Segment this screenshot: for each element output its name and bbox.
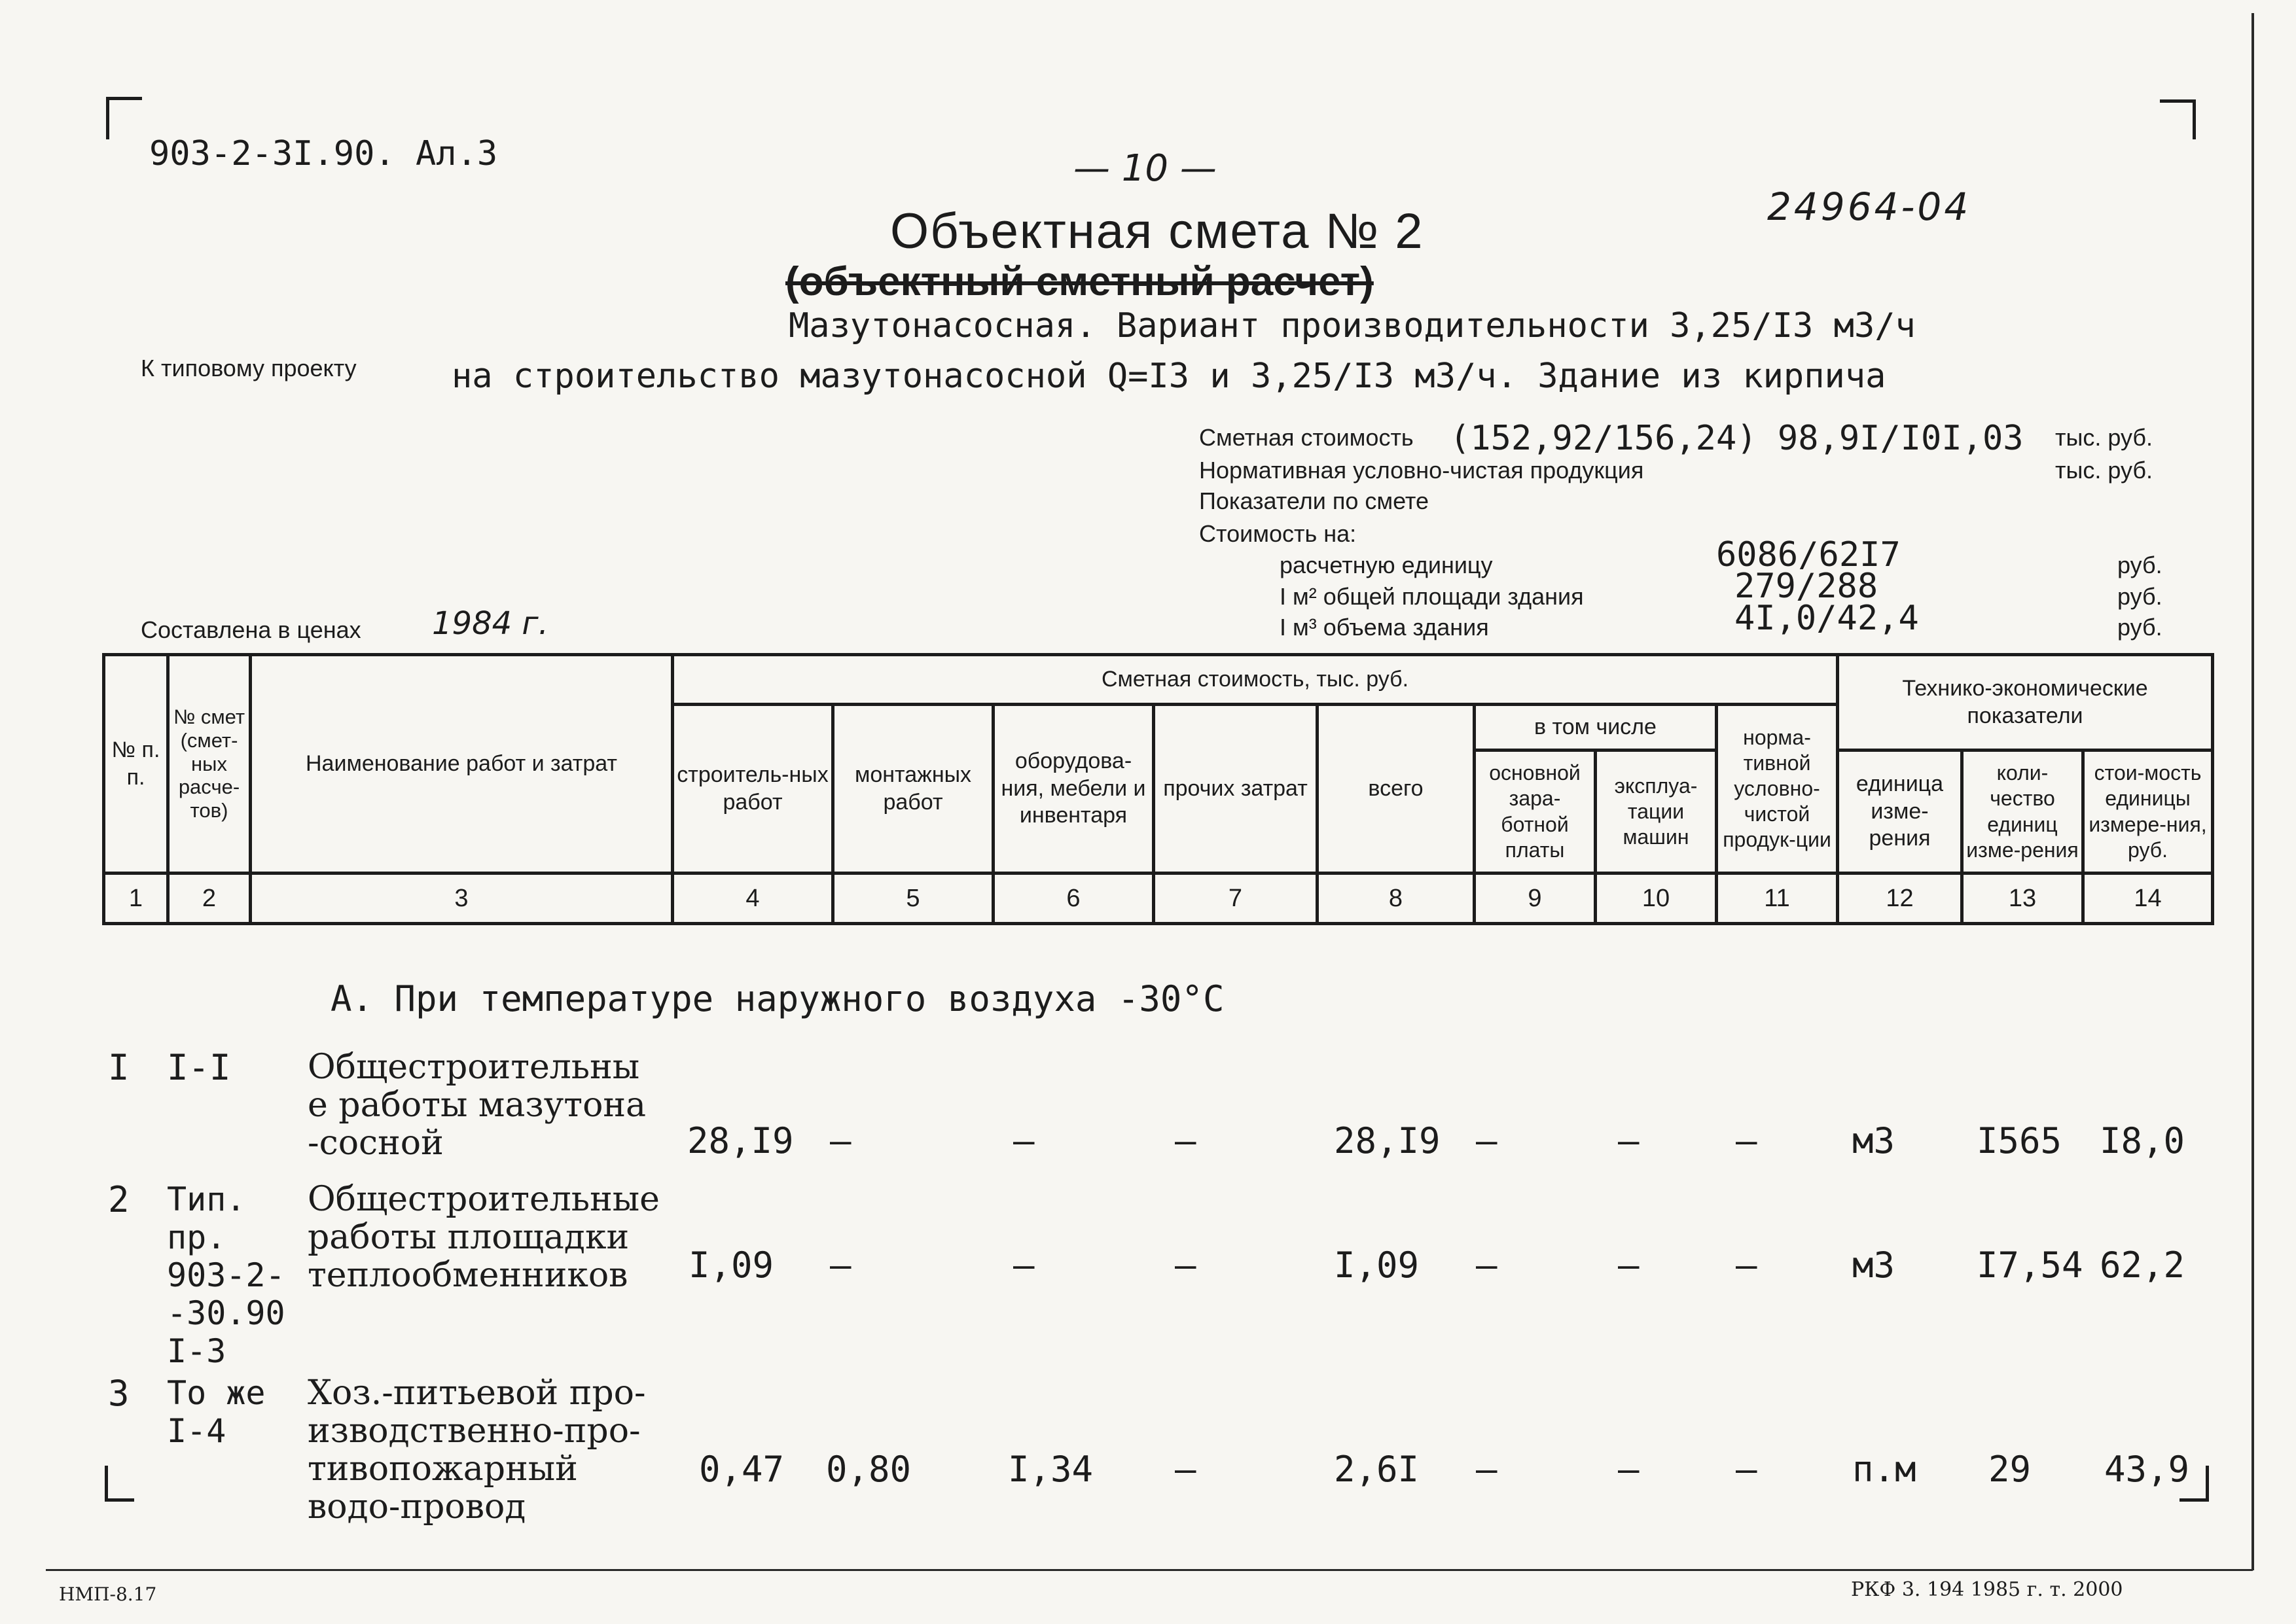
row-mount: – xyxy=(830,1244,852,1286)
header-num: 5 xyxy=(833,874,994,924)
row-num: I xyxy=(108,1047,130,1088)
row-num: 2 xyxy=(108,1179,130,1220)
header-group-tech: Технико-экономические показатели xyxy=(1838,655,2213,750)
row-name: Хоз.-питьевой про-изводственно-про-тивопожарный водо-провод xyxy=(308,1373,646,1527)
per-m3-value: 4I,0/42,4 xyxy=(1734,599,1919,638)
header-col-8: всего xyxy=(1318,705,1475,874)
header-group-cost: Сметная стоимость, тыс. руб. xyxy=(673,655,1838,705)
project-label: К типовому проекту xyxy=(141,355,357,381)
prices-label: Составлена в ценах xyxy=(141,616,361,643)
header-num: 2 xyxy=(168,874,251,924)
row-total: I,09 xyxy=(1334,1244,1420,1286)
row-other: – xyxy=(1175,1244,1196,1286)
cost-unit: тыс. руб. xyxy=(2055,424,2153,451)
row-qty: I565 xyxy=(1977,1120,2062,1161)
row-unit: м3 xyxy=(1852,1120,1895,1161)
header-col-11: норма-тивной условно-чистой продук-ции xyxy=(1717,705,1838,874)
indicators-label: Показатели по смете xyxy=(1199,487,1429,514)
corner-mark-top-left xyxy=(106,97,142,139)
row-norm: – xyxy=(1736,1244,1757,1286)
header-col-9: основной зара-ботной платы xyxy=(1475,750,1596,874)
production-label: Нормативная условно-чистая продукция xyxy=(1199,457,1644,484)
cost-per-label: Стоимость на: xyxy=(1199,520,1357,547)
row-qty: 29 xyxy=(1988,1449,2032,1490)
row-smeta: Тип. пр. 903-2- -30.90 I-3 xyxy=(167,1180,285,1370)
row-build: I,09 xyxy=(689,1244,774,1286)
document-code: 903-2-3I.90. Ал.3 xyxy=(149,134,498,173)
header-col-13: коли-чество единиц изме-рения xyxy=(1962,750,2083,874)
project-text: на строительство мазутонасосной Q=I3 и 3,25/I3 м3/ч. Здание из кирпича xyxy=(452,357,1886,396)
row-machines: – xyxy=(1618,1120,1640,1161)
header-col-2: № смет (смет-ных расче-тов) xyxy=(168,655,251,874)
section-title: А. При температуре наружного воздуха -30°С xyxy=(331,978,1225,1019)
row-equip: I,34 xyxy=(1008,1449,1094,1490)
header-num: 1 xyxy=(104,874,168,924)
row-build: 0,47 xyxy=(699,1449,785,1490)
row-norm: – xyxy=(1736,1120,1757,1161)
footer-left: НМП-8.17 xyxy=(59,1583,157,1605)
prices-year: 1984 г. xyxy=(432,605,548,642)
estimate-subtitle: Мазутонасосная. Вариант производительности 3,25/I3 м3/ч xyxy=(789,306,1916,345)
page-bottom-line xyxy=(46,1569,2253,1571)
corner-mark-bottom-left xyxy=(105,1466,134,1502)
header-num: 10 xyxy=(1596,874,1717,924)
header-num: 6 xyxy=(994,874,1154,924)
footer-right: РКФ 3. 194 1985 г. т. 2000 xyxy=(1851,1578,2123,1601)
header-num: 13 xyxy=(1962,874,2083,924)
row-unit: п.м xyxy=(1852,1449,1916,1490)
row-norm: – xyxy=(1736,1449,1757,1490)
row-smeta: I-I xyxy=(167,1047,231,1088)
row-num: 3 xyxy=(108,1373,130,1414)
per-m3-unit: руб. xyxy=(2117,614,2162,641)
row-machines: – xyxy=(1618,1244,1640,1286)
archive-number: 24964-04 xyxy=(1767,185,1971,229)
per-unit-label: расчетную единицу xyxy=(1280,552,1493,578)
row-unit: м3 xyxy=(1852,1244,1895,1286)
struck-subtitle xyxy=(785,258,1374,305)
page-number: — 10 — xyxy=(1073,147,1217,190)
header-num: 7 xyxy=(1154,874,1318,924)
row-total: 28,I9 xyxy=(1334,1120,1441,1161)
header-col-14: стои-мость единицы измере-ния, руб. xyxy=(2083,750,2213,874)
per-m2-unit: руб. xyxy=(2117,583,2162,610)
header-col-10: эксплуа-тации машин xyxy=(1596,750,1717,874)
row-name: Общестроительные работы площадки теплообменников xyxy=(308,1180,660,1295)
header-num: 4 xyxy=(673,874,833,924)
row-salary: – xyxy=(1476,1244,1498,1286)
header-col-5: монтажных работ xyxy=(833,705,994,874)
header-col-1: № п. п. xyxy=(104,655,168,874)
header-num: 8 xyxy=(1318,874,1475,924)
header-num: 12 xyxy=(1838,874,1962,924)
row-salary: – xyxy=(1476,1120,1498,1161)
cost-value: (152,92/156,24) 98,9I/I0I,03 xyxy=(1450,419,2024,458)
per-unit-unit: руб. xyxy=(2117,552,2162,578)
row-other: – xyxy=(1175,1449,1196,1490)
row-unit-cost: 62,2 xyxy=(2100,1244,2185,1286)
struck-subtitle-text: (объектный сметный расчет) xyxy=(785,259,1374,304)
row-qty: I7,54 xyxy=(1977,1244,2083,1286)
per-unit-value: 6086/62I7 xyxy=(1716,535,1901,574)
header-col-6: оборудова-ния, мебели и инвентаря xyxy=(994,705,1154,874)
header-num: 11 xyxy=(1717,874,1838,924)
header-col-3: Наименование работ и затрат xyxy=(251,655,673,874)
estimate-header-table xyxy=(102,653,2214,925)
row-equip: – xyxy=(1013,1244,1035,1286)
row-name: Общестроительные работы мазутона-сосной xyxy=(308,1048,647,1163)
page-title: Объектная смета № 2 xyxy=(890,203,1424,259)
corner-mark-top-right xyxy=(2160,99,2196,139)
page-edge-line xyxy=(2251,13,2254,1570)
row-smeta: То же I-4 xyxy=(167,1374,266,1450)
header-num: 3 xyxy=(251,874,673,924)
per-m3-label: I м³ объема здания xyxy=(1280,614,1489,641)
header-group-incl: в том числе xyxy=(1475,705,1717,750)
row-mount: 0,80 xyxy=(826,1449,912,1490)
row-build: 28,I9 xyxy=(687,1120,794,1161)
cost-label: Сметная стоимость xyxy=(1199,424,1414,451)
header-num: 14 xyxy=(2083,874,2213,924)
header-col-7: прочих затрат xyxy=(1154,705,1318,874)
per-m2-label: I м² общей площади здания xyxy=(1280,583,1584,610)
row-equip: – xyxy=(1013,1120,1035,1161)
row-unit-cost: 43,9 xyxy=(2104,1449,2190,1490)
per-m2-value: 279/288 xyxy=(1734,567,1878,606)
header-col-4: строитель-ных работ xyxy=(673,705,833,874)
row-salary: – xyxy=(1476,1449,1498,1490)
row-unit-cost: I8,0 xyxy=(2100,1120,2185,1161)
row-total: 2,6I xyxy=(1334,1449,1420,1490)
header-col-12: единица изме-рения xyxy=(1838,750,1962,874)
production-unit: тыс. руб. xyxy=(2055,457,2153,484)
header-num: 9 xyxy=(1475,874,1596,924)
row-other: – xyxy=(1175,1120,1196,1161)
row-machines: – xyxy=(1618,1449,1640,1490)
row-mount: – xyxy=(830,1120,852,1161)
